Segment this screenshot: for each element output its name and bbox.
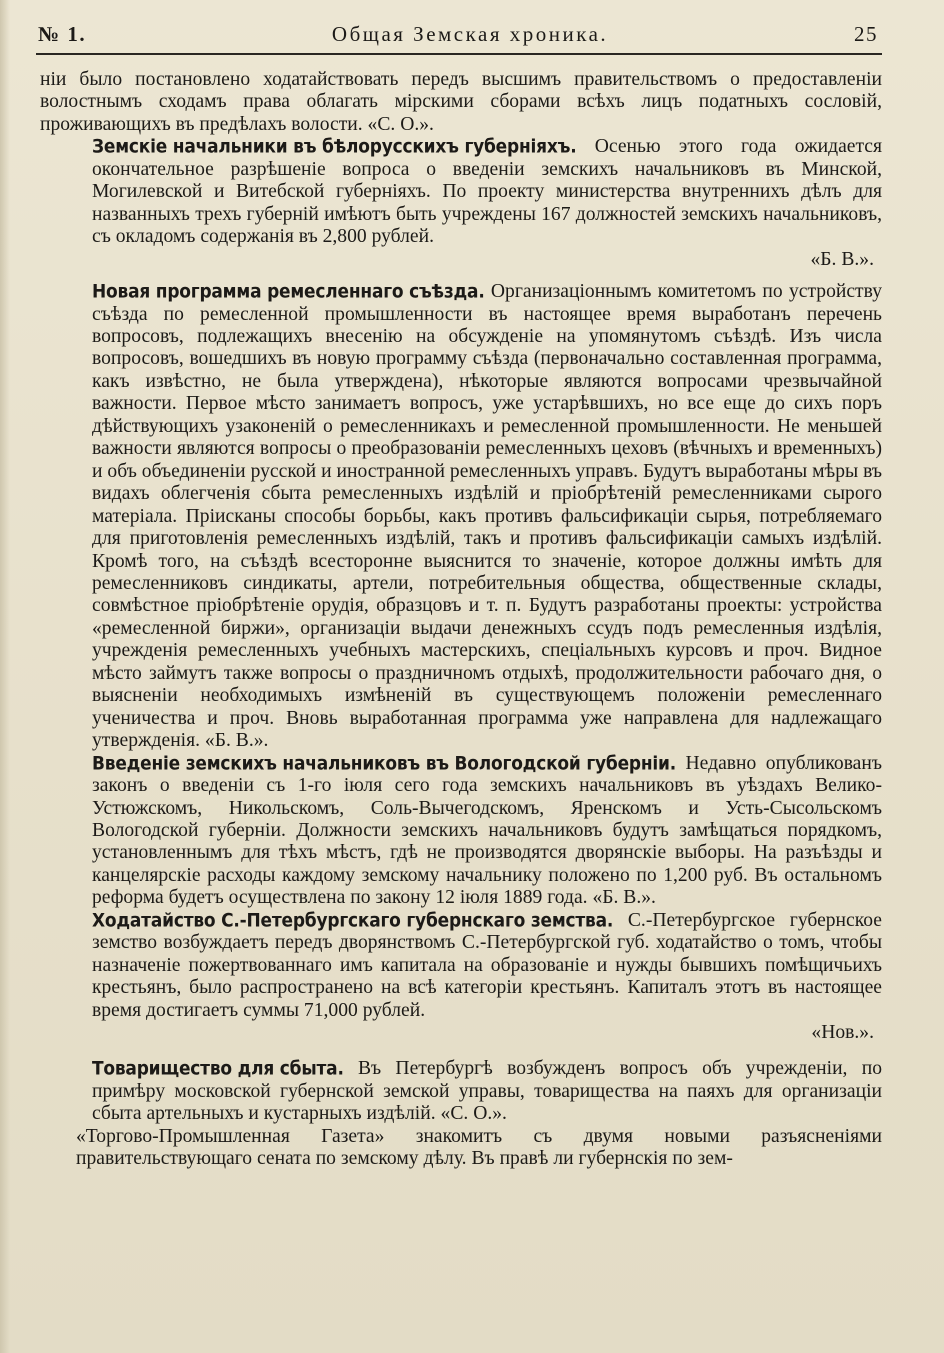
- paragraph-text: С.-Петербургское губернское земство возбуждаетъ передъ дворянствомъ С.-Петербургской губ. ходатайство о томъ, чтобы назначенiе пожертвованнаго имъ капитала на образованiе и нужды бывшихъ помѣщичьихъ крестьянъ, было распространено на всѣ категорiи крестьянъ. Капиталъ этотъ въ настоящее время достигаетъ суммы 71,000 рублей.: [92, 909, 882, 1021]
- section-heading: Товарищество для сбыта.: [92, 1058, 344, 1081]
- paragraph-zemstvo-chiefs-belorussia: [40, 136, 882, 271]
- paragraph-vologda: [40, 753, 882, 910]
- section-heading: Введенiе земскихъ начальниковъ въ Вологодской губернiи.: [92, 752, 677, 775]
- paragraph-text: «Торгово-Промышленная Газета» знакомитъ съ двумя новыми разъясненiями правительствующаго сената по земскому дѣлу. Въ правѣ ли губернскiя по зем-: [76, 1125, 882, 1170]
- page-number: 25: [853, 22, 878, 46]
- paragraph-crafts-congress: [40, 281, 882, 753]
- paragraph-petersburg-petition: [40, 910, 882, 1045]
- article-body: [36, 69, 882, 1171]
- paragraph-trade-gazette: [40, 1126, 882, 1171]
- paragraph-text: Организацiоннымъ комитетомъ по устройству съѣзда по ремесленной промышленности въ настоящее время выработанъ перечень вопросовъ, подлежащихъ внесенiю на обсужденiе на упомянутомъ съѣздѣ. Изъ числа вопросовъ, вошедшихъ въ новую программу съѣзда (первоначально составленная программа, какъ извѣстно, не была утверждена), нѣкоторые являются вопросами чрезвычайной важности. Первое мѣсто занимаетъ вопросъ, уже устарѣвшихъ, но все еще до сихъ поръ дѣйствующихъ узаконенiй о ремесленникахъ и ремесленной промышленности. Не меньшей важности являются вопросы о преобразованiи ремесленныхъ цеховъ (вѣчныхъ и временныхъ) и объ объединенiи русской и иностранной ремесленныхъ управъ. Будутъ выработаны мѣры въ видахъ облегченiя сбыта ремесленныхъ издѣлiй и прiобрѣтенiй ремесленниками сырого матерiала. Прiисканы способы борьбы, какъ противъ фальсификацiи сырья, потребляемаго для приготовленiя ремесленныхъ издѣлiй, такъ и противъ фальсификацiи самыхъ издѣлiй. Кромѣ того, на съѣздѣ всесторонне выяснится то значенiе, которое должны имѣть для ремесленниковъ синдикаты, артели, потребительныя общества, общественные склады, совмѣстное прiобрѣтенiе орудiя, образцовъ и т. п. Будутъ разработаны проекты: устройства «ремесленной биржи», организацiи выдачи денежныхъ ссудъ подъ ремесленныя издѣлiя, учрежденiя ремесленныхъ учебныхъ мастерскихъ, спецiальныхъ курсовъ и проч. Видное мѣсто займутъ также вопросы о праздничномъ отдыхѣ, продолжительности рабочаго дня, о выясненiи необходимыхъ измѣненiй въ существующемъ положенiи ремесленнаго ученичества и проч. Вновь выработанная программа уже направлена для надлежащаго утвержденiя. «Б. В.».: [92, 281, 882, 752]
- paragraph-continuation: [40, 69, 882, 136]
- section-heading: Новая программа ремесленнаго съѣзда.: [92, 280, 485, 304]
- source-signature: «Б. В.».: [810, 248, 874, 270]
- paragraph-sales-partnership: [40, 1058, 882, 1125]
- source-signature: «Нов.».: [811, 1022, 874, 1044]
- page-header: [36, 22, 882, 55]
- section-heading: Ходатайство С.-Петербургскаго губернскаго земства.: [92, 909, 614, 932]
- section-heading: Земскiе начальники въ бѣлорусскихъ губернiяхъ.: [92, 136, 577, 159]
- paragraph-text: Недавно опубликованъ законъ о введенiи съ 1-го iюля сего года земскихъ начальниковъ въ уѣздахъ Велико-Устюжскомъ, Никольскомъ, Соль-Вычегодскомъ, Яренскомъ и Усть-Сысольскомъ Вологодской губернiи. Должности земскихъ начальниковъ будутъ замѣщаться порядкомъ, установленнымъ для тѣхъ мѣстъ, гдѣ не производятся дворянскiе выборы. На разъѣзды и канцелярскiе расходы каждому земскому начальнику положено по 1,200 руб. Въ остальномъ реформа будетъ осуществлена по закону 12 iюля 1889 года. «Б. В.».: [92, 752, 882, 909]
- paragraph-text: нiи было постановлено ходатайствовать передъ высшимъ правительствомъ о предоставленiи волостнымъ сходамъ права облагать мiрскими сборами всѣхъ лицъ податныхъ сословiй, проживающихъ въ предѣлахъ волости. «С. О.».: [40, 69, 882, 135]
- running-title: Общая Земская хроника.: [331, 22, 609, 46]
- issue-number: № 1.: [38, 22, 87, 46]
- paragraph-text: Осенью этого года ожидается окончательное разрѣшенiе вопроса о введенiи земскихъ начальниковъ въ Минской, Могилевской и Витебской губернiяхъ. По проекту министерства внутреннихъ дѣлъ для названныхъ трехъ губернiй имѣютъ быть учреждены 167 должностей земскихъ начальниковъ, съ окладомъ содержанiя въ 2,800 рублей.: [92, 136, 882, 248]
- paragraph-text: Въ Петербургѣ возбужденъ вопросъ объ учрежденiи, по примѣру московской губернской земской управы, товарищества на паяхъ для организацiи сбыта артельныхъ и кустарныхъ издѣлiй. «С. О.».: [92, 1058, 882, 1125]
